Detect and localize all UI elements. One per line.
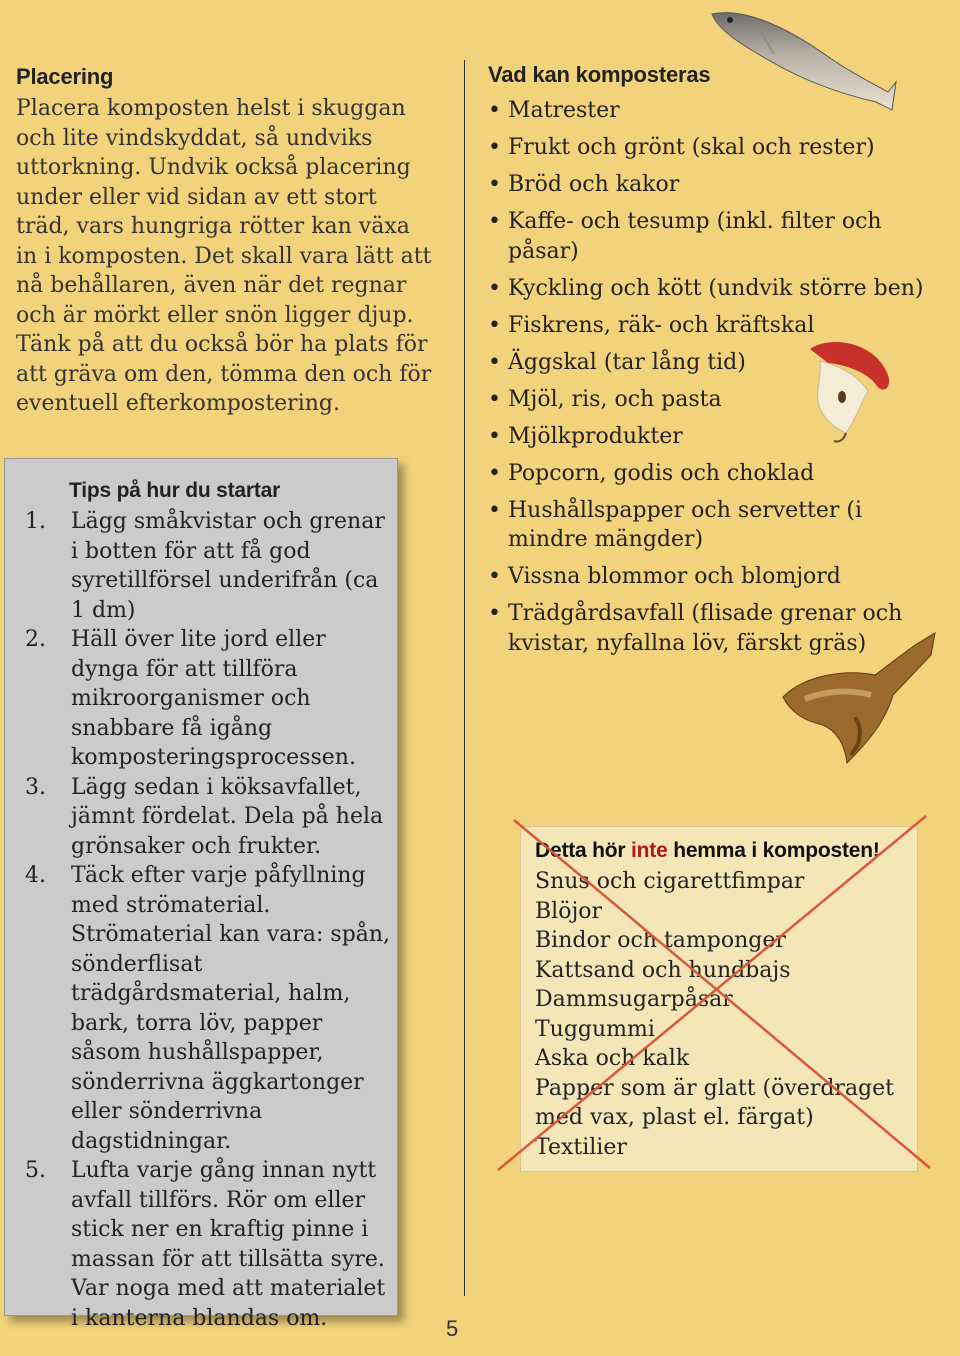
tips-box (4, 458, 398, 1331)
tip-step-number: 3. (25, 774, 46, 800)
tip-step-text: Lufta varje gång innan nytt avfall tillförs. Rör om eller stick ner en kraftig pinne i massan för att tillsätta syre. Var noga med att materialet i kanterna blandas om. (71, 1158, 386, 1331)
cross-out-mark (494, 812, 934, 1176)
tip-step (25, 773, 391, 862)
chicken-bone-illustration (775, 625, 945, 775)
placering-heading: Placering (16, 64, 114, 89)
not-compostable-item: Dammsugarpåsar (535, 987, 733, 1012)
placering-section (16, 64, 436, 419)
tip-step (25, 861, 391, 1156)
tip-step-number: 5. (25, 1158, 46, 1183)
tip-step (25, 625, 391, 773)
tip-step (25, 1156, 391, 1333)
not-compostable-item: Bindor och tamponger (535, 928, 786, 953)
compostable-item: • Popcorn, godis och choklad (488, 459, 948, 489)
tip-step-number: 1. (25, 509, 46, 534)
compostable-item: • Frukt och grönt (skal och rester) (488, 133, 948, 163)
compostable-item: • Kaffe- och tesump (inkl. filter och påsar) (488, 207, 948, 266)
compostable-item: • Fiskrens, räk- och kräftskal (488, 311, 948, 341)
compostable-item: • Vissna blommor och blomjord (488, 562, 948, 592)
not-compostable-heading: Detta hör inte hemma i komposten! (535, 839, 880, 862)
not-compostable-item: Textilier (535, 1134, 627, 1160)
not-compostable-item: Papper som är glatt (överdraget med vax, plast el. färgat) (535, 1075, 895, 1130)
compostable-item: • Mjöl, ris, och pasta (488, 385, 948, 415)
compostable-item: • Äggskal (tar lång tid) (488, 348, 948, 378)
tips-heading: Tips på hur du startar (69, 479, 281, 502)
not-compostable-item: Blöjor (535, 898, 603, 924)
compostable-item: • Mjölkprodukter (488, 422, 948, 452)
tip-step-number: 2. (25, 627, 46, 652)
tip-step (25, 507, 391, 625)
tip-step-text: Täck efter varje påfyllning med strömaterial. Strömaterial kan vara: spån, sönderflisat trädgårdsmaterial, halm, bark, torra löv, papper såsom hushållspapper, sönderrivna äggkartonger eller sönderrivna dagstidningar. (71, 863, 391, 1154)
not-compostable-item: Snus och cigarettfimpar (535, 869, 805, 894)
compostable-item: • Trädgårdsavfall (flisade grenar och kvistar, nyfallna löv, färskt gräs) (488, 599, 948, 658)
tip-step-text: Lägg småkvistar och grenar i botten för att få god syretillförsel underifrån (ca 1 dm) (71, 509, 385, 623)
apple-core-illustration (780, 335, 895, 445)
compostable-item: • Hushållspapper och servetter (i mindre mängder) (488, 496, 948, 555)
not-highlight: inte (631, 839, 668, 862)
tip-step-number: 4. (25, 863, 46, 888)
placering-text: Placera komposten helst i skuggan och lite vindskyddat, så undviks uttorkning. Undvik också placering under eller vid sidan av ett stort träd, vars hungriga rötter kan växa in i komposten. Det skall vara lätt att nå behållaren, även när det regnar och är mörkt eller snön ligger djup. Tänk på att du också bör ha plats för att gräva om den, tömma den och för eventuell efterkompostering. (16, 96, 432, 416)
compostable-heading: Vad kan komposteras (488, 62, 711, 87)
tips-list (25, 507, 391, 1333)
compostable-item: • Kyckling och kött (undvik större ben) (488, 274, 948, 304)
not-compostable-item: Kattsand och hundbajs (535, 957, 791, 983)
column-divider (464, 60, 465, 1296)
tip-step-text: Häll över lite jord eller dynga för att tillföra mikroorganismer och snabbare få igång komposteringsprocessen. (71, 627, 356, 770)
not-compostable-item: Tuggummi (535, 1016, 655, 1042)
page-number: 5 (446, 1316, 459, 1341)
tip-step-text: Lägg sedan i köksavfallet, jämnt fördelat. Dela på hela grönsaker och frukter. (71, 774, 384, 859)
fish-illustration (700, 0, 900, 120)
not-compostable-item: Aska och kalk (535, 1046, 690, 1071)
compostable-item: • Bröd och kakor (488, 170, 948, 200)
compostable-item: • Matrester (488, 96, 948, 126)
